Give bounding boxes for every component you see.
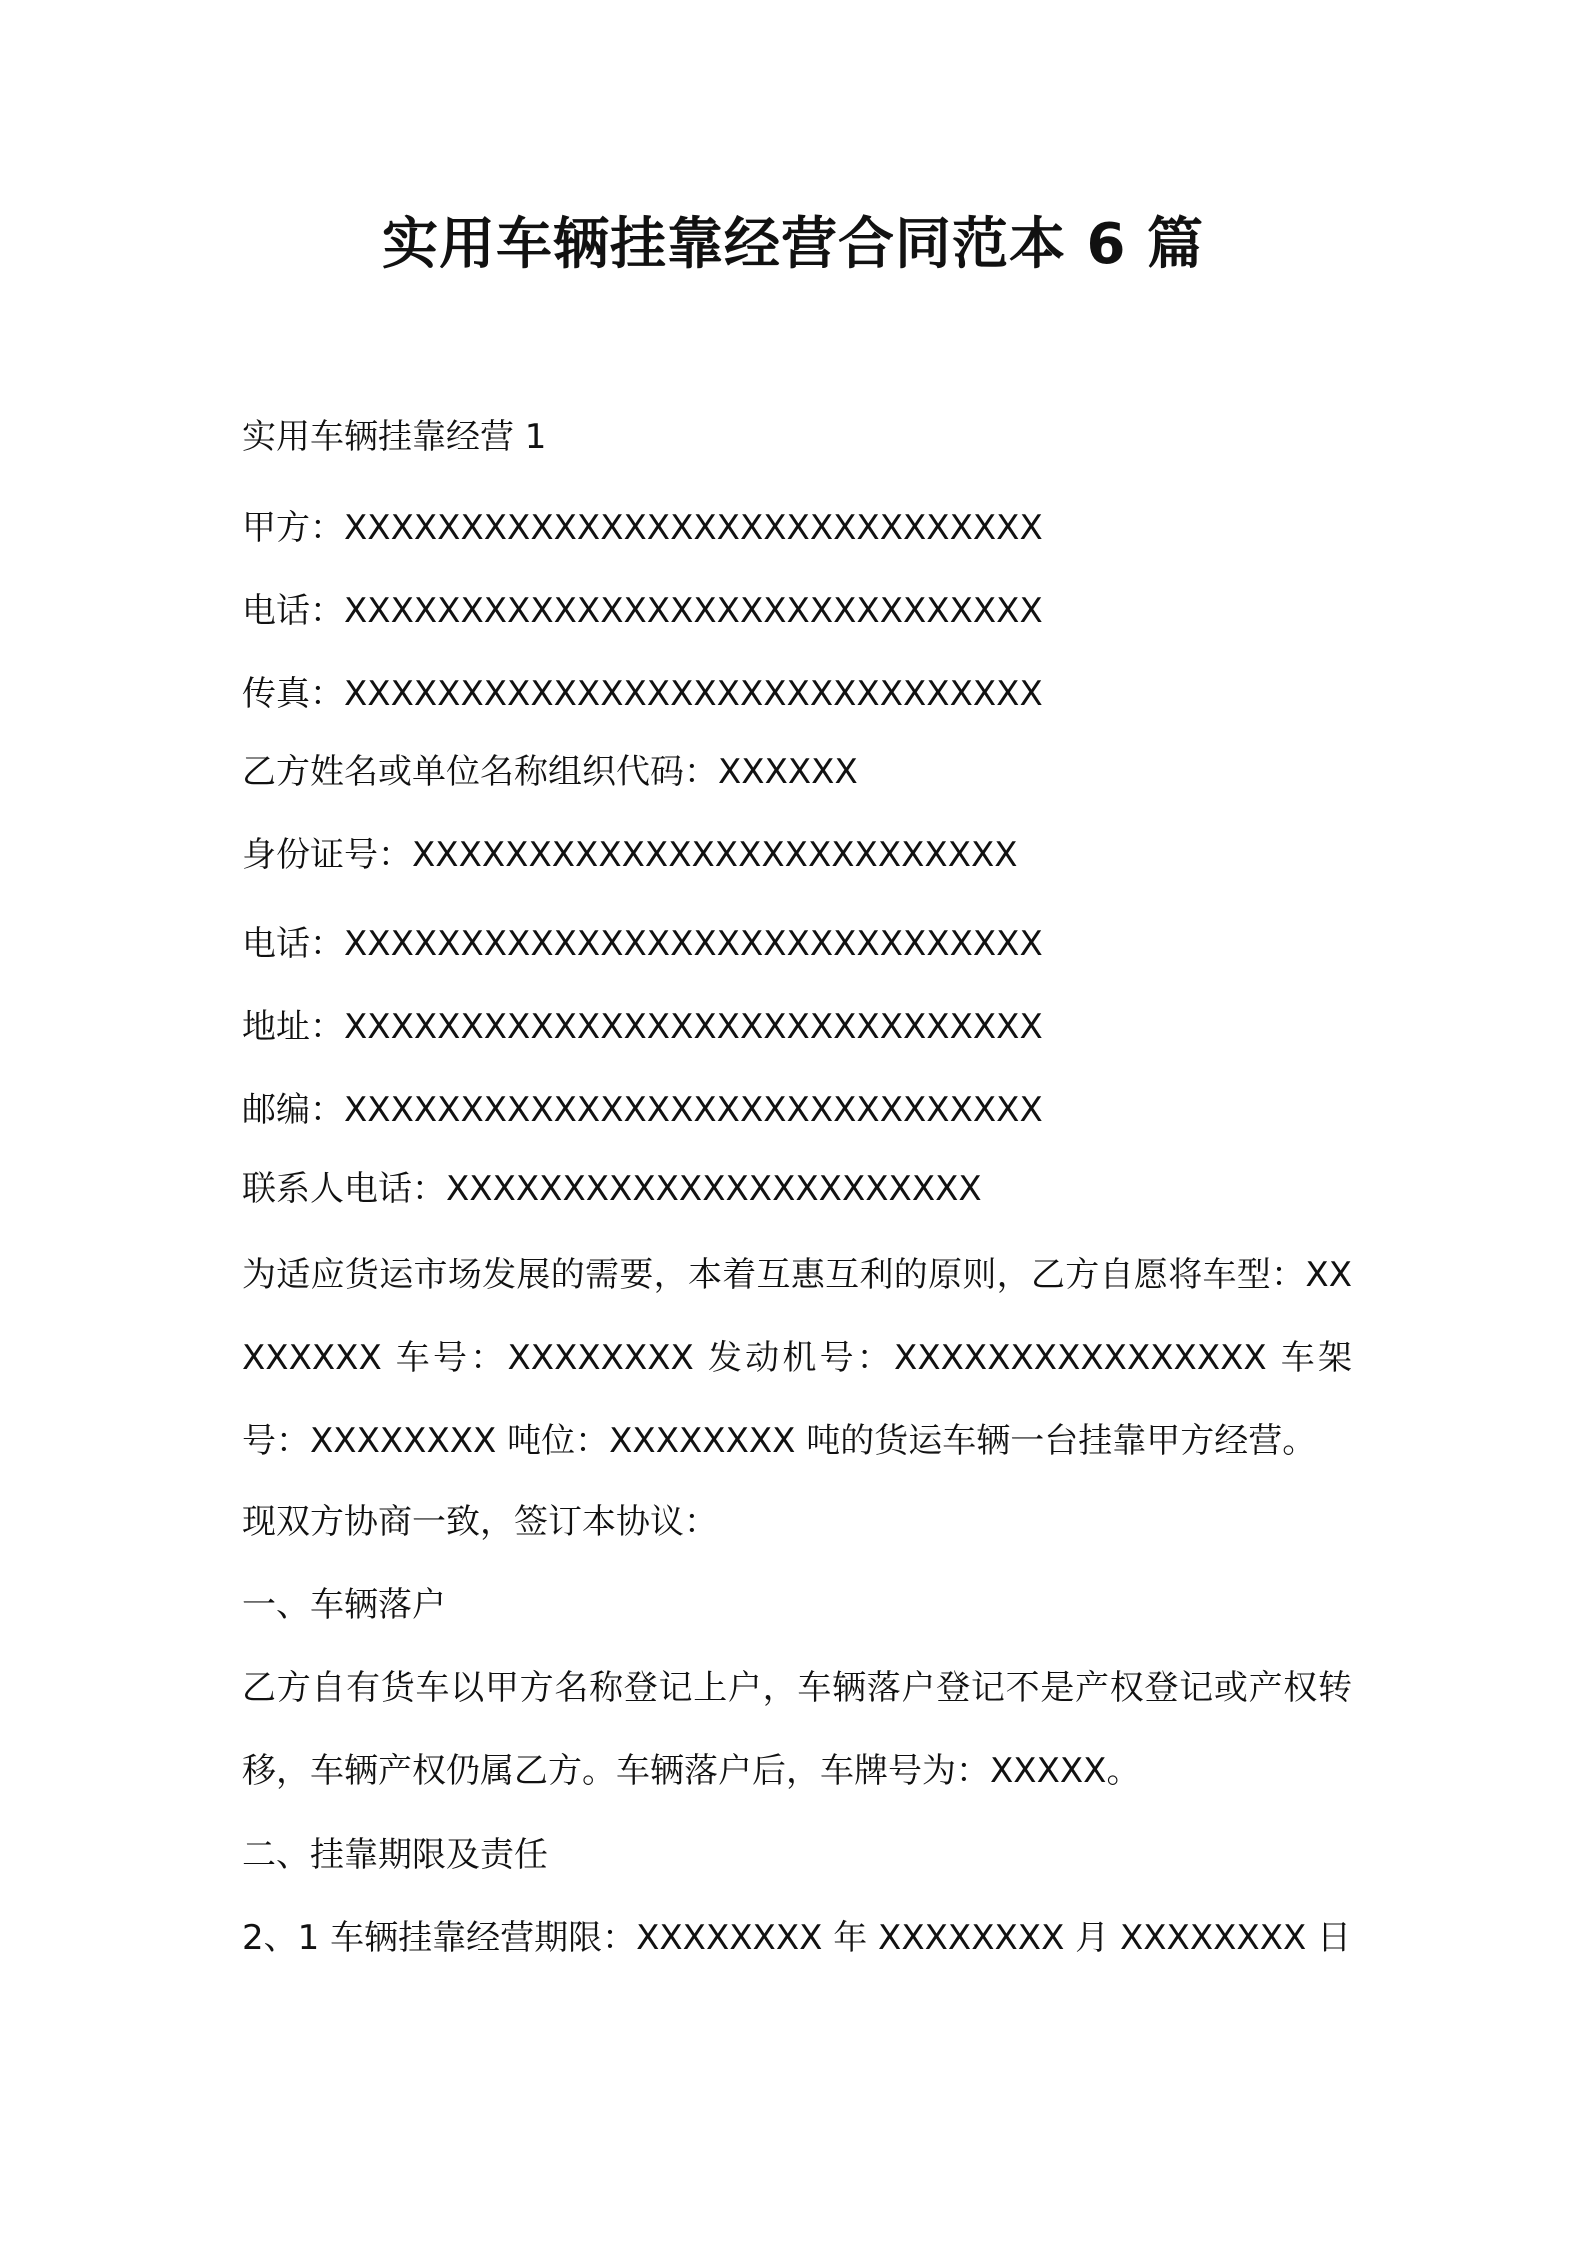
document-title: 实用车辆挂靠经营合同范本 6 篇 (382, 212, 1204, 277)
party-b-address: 地址：XXXXXXXXXXXXXXXXXXXXXXXXXXXXXX (242, 1007, 1043, 1047)
section1-paragraph: 乙方自有货车以甲方名称登记上户，车辆落户登记不是产权登记或产权转移，车辆产权仍属乙方。车辆落户后，车牌号为：XXXXX。 (242, 1668, 1352, 1791)
section2-item-1: 2、1 车辆挂靠经营期限：XXXXXXXX 年 XXXXXXXX 月 XXXXXXXX 日 (242, 1918, 1352, 1958)
intro-paragraph: 为适应货运市场发展的需要，本着互惠互利的原则，乙方自愿将车型：XXXXXXXX 车号：XXXXXXXX 发动机号：XXXXXXXXXXXXXXXX 车架号：XXXXXXXX 吨位：XXXXXXXX 吨的货运车辆一台挂靠甲方经营。 (242, 1255, 1352, 1461)
party-a-name: 甲方：XXXXXXXXXXXXXXXXXXXXXXXXXXXXXX (242, 508, 1043, 548)
agreement-line: 现双方协商一致，签订本协议： (242, 1502, 718, 1542)
party-a-phone: 电话：XXXXXXXXXXXXXXXXXXXXXXXXXXXXXX (242, 591, 1043, 631)
party-a-fax: 传真：XXXXXXXXXXXXXXXXXXXXXXXXXXXXXX (242, 674, 1043, 714)
section2-heading: 二、挂靠期限及责任 (242, 1835, 548, 1875)
section1-heading: 一、车辆落户 (242, 1585, 446, 1625)
party-b-phone: 电话：XXXXXXXXXXXXXXXXXXXXXXXXXXXXXX (242, 924, 1043, 964)
party-b-id-number: 身份证号：XXXXXXXXXXXXXXXXXXXXXXXXXX (242, 835, 1018, 875)
party-b-contact-phone: 联系人电话：XXXXXXXXXXXXXXXXXXXXXXX (242, 1169, 982, 1209)
party-b-name-org-code: 乙方姓名或单位名称组织代码：XXXXXX (242, 752, 858, 792)
section-heading: 实用车辆挂靠经营 1 (242, 417, 547, 457)
party-b-postcode: 邮编：XXXXXXXXXXXXXXXXXXXXXXXXXXXXXX (242, 1090, 1043, 1130)
